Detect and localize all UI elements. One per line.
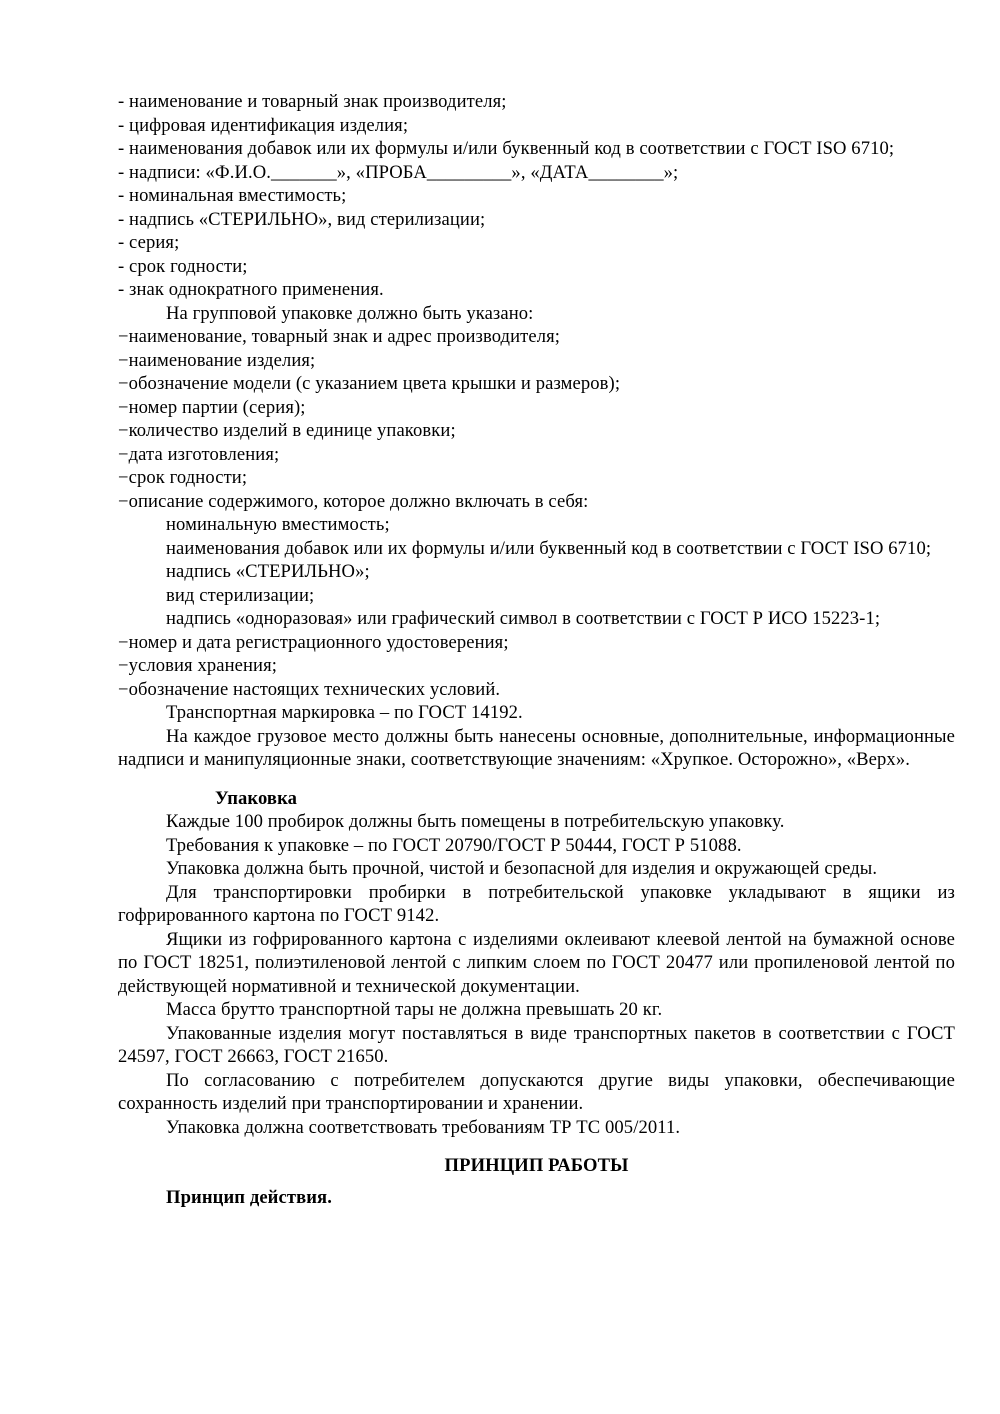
paragraph: - надпись «СТЕРИЛЬНО», вид стерилизации; xyxy=(118,208,486,230)
paragraph: Требования к упаковке – по ГОСТ 20790/ГОСТ Р 50444, ГОСТ Р 51088. xyxy=(166,834,742,856)
paragraph: надпись «одноразовая» или графический символ в соответствии с ГОСТ Р ИСО 15223-1; xyxy=(166,608,881,629)
paragraph: −условия хранения; xyxy=(118,655,278,676)
paragraph: На групповой упаковке должно быть указано: xyxy=(166,302,534,324)
paragraph: Масса брутто транспортной тары не должна превышать 20 кг. xyxy=(166,999,663,1020)
paragraph: - номинальная вместимость; xyxy=(118,185,347,206)
document-body xyxy=(118,90,955,1209)
paragraph: −номер и дата регистрационного удостоверения; xyxy=(118,631,509,653)
subsection-title: Упаковка xyxy=(215,787,298,809)
section-title: ПРИНЦИП РАБОТЫ xyxy=(444,1155,629,1176)
paragraph: Принцип действия. xyxy=(166,1186,332,1208)
paragraph: - серия; xyxy=(118,232,180,253)
paragraph: −описание содержимого, которое должно включать в себя: xyxy=(118,490,589,512)
paragraph: вид стерилизации; xyxy=(166,584,315,606)
paragraph: −обозначение настоящих технических условий. xyxy=(118,678,501,700)
paragraph: наименования добавок или их формулы и/или буквенный код в соответствии с ГОСТ ISO 6710; xyxy=(166,537,932,559)
paragraph: - цифровая идентификация изделия; xyxy=(118,114,409,136)
paragraph: Упаковка должна быть прочной, чистой и безопасной для изделия и окружающей среды. xyxy=(166,858,878,879)
paragraph: На каждое грузовое место должны быть нанесены основные, дополнительные, информационные надписи и манипуляционные знаки, соответствующие значениям: «Хрупкое. Осторожно», «Верх». xyxy=(118,725,955,770)
paragraph: Ящики из гофрированного картона с изделиями оклеивают клеевой лентой на бумажной основе по ГОСТ 18251, полиэтиленовой лентой с липким слоем по ГОСТ 20477 или пропиленовой лентой по действующей нормативной и технической документации. xyxy=(118,928,955,997)
paragraph: Для транспортировки пробирки в потребительской упаковке укладывают в ящики из гофрированного картона по ГОСТ 9142. xyxy=(118,881,955,926)
paragraph: По согласованию с потребителем допускаются другие виды упаковки, обеспечивающие сохранность изделий при транспортировании и хранении. xyxy=(118,1069,955,1114)
paragraph: −наименование, товарный знак и адрес производителя; xyxy=(118,326,561,347)
paragraph: −обозначение модели (с указанием цвета крышки и размеров); xyxy=(118,373,621,394)
paragraph: - знак однократного применения. xyxy=(118,279,384,300)
paragraph: номинальную вместимость; xyxy=(166,514,390,535)
paragraph: Упаковка должна соответствовать требованиям ТР ТС 005/2011. xyxy=(166,1116,681,1138)
paragraph: Каждые 100 пробирок должны быть помещены в потребительскую упаковку. xyxy=(166,811,785,832)
paragraph: −количество изделий в единице упаковки; xyxy=(118,420,456,441)
paragraph: Транспортная маркировка – по ГОСТ 14192. xyxy=(166,702,523,723)
paragraph: Упакованные изделия могут поставляться в виде транспортных пакетов в соответствии с ГОСТ 24597, ГОСТ 26663, ГОСТ 21650. xyxy=(118,1022,955,1067)
paragraph: - срок годности; xyxy=(118,255,248,277)
paragraph: −номер партии (серия); xyxy=(118,396,306,418)
paragraph: - наименование и товарный знак производителя; xyxy=(118,91,507,112)
paragraph: −срок годности; xyxy=(118,467,248,488)
paragraph: - надписи: «Ф.И.О._______», «ПРОБА_________», «ДАТА________»; xyxy=(118,161,679,183)
paragraph: −наименование изделия; xyxy=(118,349,316,371)
paragraph: надпись «СТЕРИЛЬНО»; xyxy=(166,561,370,582)
paragraph: −дата изготовления; xyxy=(118,443,280,465)
paragraph: - наименования добавок или их формулы и/или буквенный код в соответствии с ГОСТ ISO 6710; xyxy=(118,138,895,159)
